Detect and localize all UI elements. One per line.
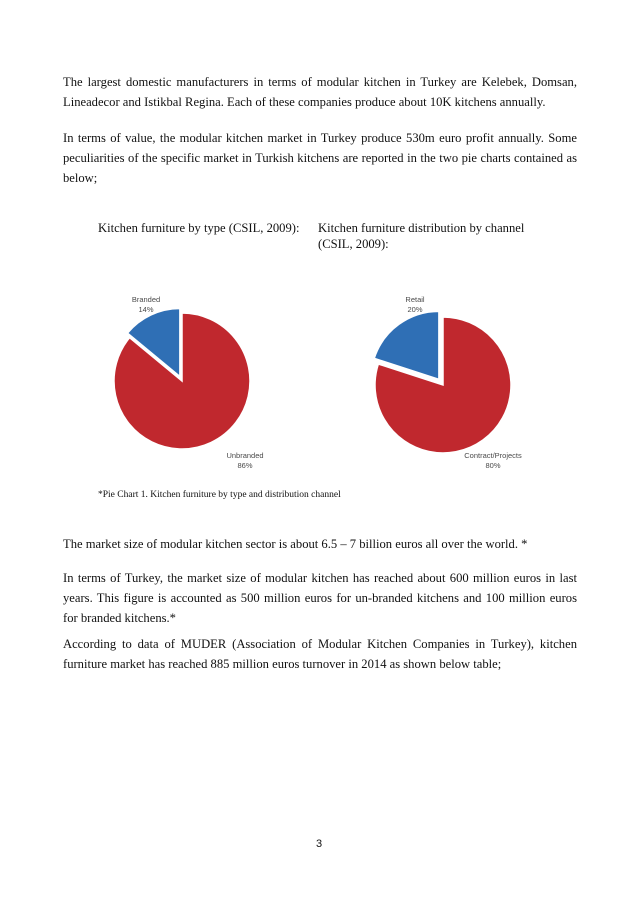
chart-caption-channel-line2: (CSIL, 2009): [318,237,389,251]
paragraph-muder: According to data of MUDER (Association of Modular Kitchen Companies in Turkey), kitchen furniture market has reached 885 million euros turnover in 2014 as shown below table; [63,637,577,671]
pie-slice-value-label: 20% [407,305,423,314]
paragraph-world-market: The market size of modular kitchen sector is about 6.5 – 7 billion euros all over the world. * [63,537,528,551]
paragraph-market-value: In terms of value, the modular kitchen market in Turkey produce 530m euro profit annually. Some peculiarities of the specific market in Turkish kitchens are reported in the two pie charts contained as below; [63,131,577,185]
pie-chart-channel [355,290,545,475]
pie-slice-label: Retail [405,295,425,304]
pie-chart-type [100,290,290,475]
pie-slice-label: Contract/Projects [464,451,522,460]
pie-slice-value-label: 14% [138,305,154,314]
paragraph-turkey-market: In terms of Turkey, the market size of modular kitchen has reached about 600 million euros in last years. This figure is accounted as 500 million euros for un-branded kitchens and 100 million euros for branded kitchens.* [63,571,577,625]
paragraph-manufacturers: The largest domestic manufacturers in terms of modular kitchen in Turkey are Kelebek, Domsan, Lineadecor and Istikbal Regina. Each of these companies produce about 10K kitchens annually. [63,75,577,109]
chart-caption-type: Kitchen furniture by type (CSIL, 2009): [98,221,300,235]
pie-slice-value-label: 86% [237,461,253,470]
chart-footnote: *Pie Chart 1. Kitchen furniture by type and distribution channel [98,490,341,500]
pie-slice-value-label: 80% [485,461,501,470]
chart-caption-channel [318,220,524,252]
page-number: 3 [315,838,323,850]
chart-caption-channel-line1: Kitchen furniture distribution by channel [318,221,525,235]
pie-slice-label: Branded [131,295,161,304]
pie-slice-label: Unbranded [226,451,264,460]
